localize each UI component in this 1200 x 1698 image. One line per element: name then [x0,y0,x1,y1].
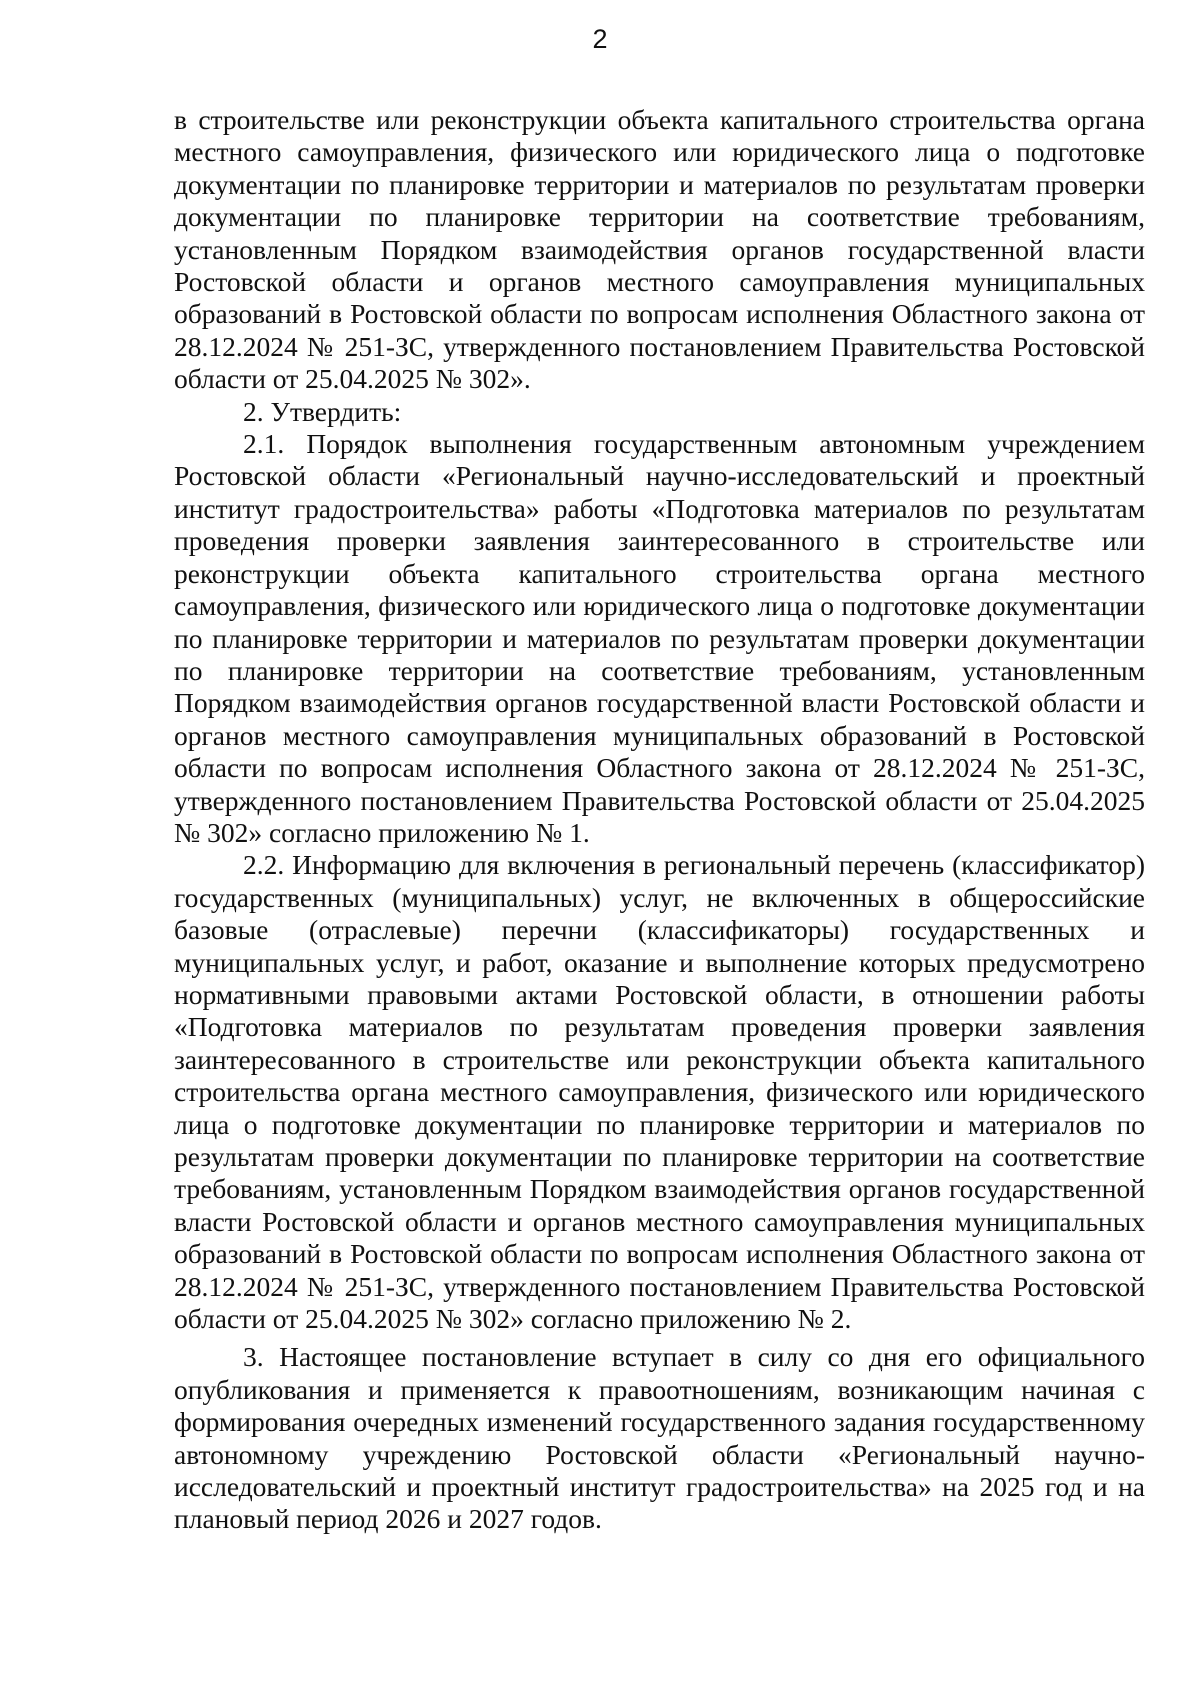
page-number: 2 [592,24,608,54]
paragraph-item-3: 3. Настоящее постановление вступает в силу со дня его официального опубликования и применяется к правоотношениям, возникающим начиная с формирования очередных изменений государственного задания государственному автономному учреждению Ростовской области «Региональный научно-исследовательский и проектный институт градостроительства» на 2025 год и на плановый период 2026 и 2027 годов. [174,1341,1145,1535]
document-body [174,104,1145,1536]
paragraph-item-2-2: 2.2. Информацию для включения в региональный перечень (классификатор) государственных (муниципальных) услуг, не включенных в общероссийские базовые (отраслевые) перечни (классификаторы) государственных и муниципальных услуг, и работ, оказание и выполнение которых предусмотрено нормативными правовыми актами Ростовской области, в отношении работы «Подготовка материалов по результатам проведения проверки заявления заинтересованного в строительстве или реконструкции объекта капитального строительства органа местного самоуправления, физического или юридического лица о подготовке документации по планировке территории и материалов по результатам проверки документации по планировке территории на соответствие требованиям, установленным Порядком взаимодействия органов государственной власти Ростовской области и органов местного самоуправления муниципальных образований в Ростовской области по вопросам исполнения Областного закона от 28.12.2024 № 251-ЗС, утвержденного постановлением Правительства Ростовской области от 25.04.2025 № 302» согласно приложению № 2. [174,849,1145,1335]
paragraph-continuation: в строительстве или реконструкции объекта капитального строительства органа местного самоуправления, физического или юридического лица о подготовке документации по планировке территории и материалов по результатам проверки документации по планировке территории на соответствие требованиям, установленным Порядком взаимодействия органов государственной власти Ростовской области и органов местного самоуправления муниципальных образований в Ростовской области по вопросам исполнения Областного закона от 28.12.2024 № 251-ЗС, утвержденного постановлением Правительства Ростовской области от 25.04.2025 № 302». [174,104,1145,395]
paragraph-item-2: 2. Утвердить: [243,395,402,427]
paragraph-item-2-1: 2.1. Порядок выполнения государственным автономным учреждением Ростовской области «Региональный научно-исследовательский и проектный институт градостроительства» работы «Подготовка материалов по результатам проведения проверки заявления заинтересованного в строительстве или реконструкции объекта капитального строительства органа местного самоуправления, физического или юридического лица о подготовке документации по планировке территории и материалов по результатам проверки документации по планировке территории на соответствие требованиям, установленным Порядком взаимодействия органов государственной власти Ростовской области и органов местного самоуправления муниципальных образований в Ростовской области по вопросам исполнения Областного закона от 28.12.2024 № 251-ЗС, утвержденного постановлением Правительства Ростовской области от 25.04.2025 № 302» согласно приложению № 1. [174,428,1145,848]
